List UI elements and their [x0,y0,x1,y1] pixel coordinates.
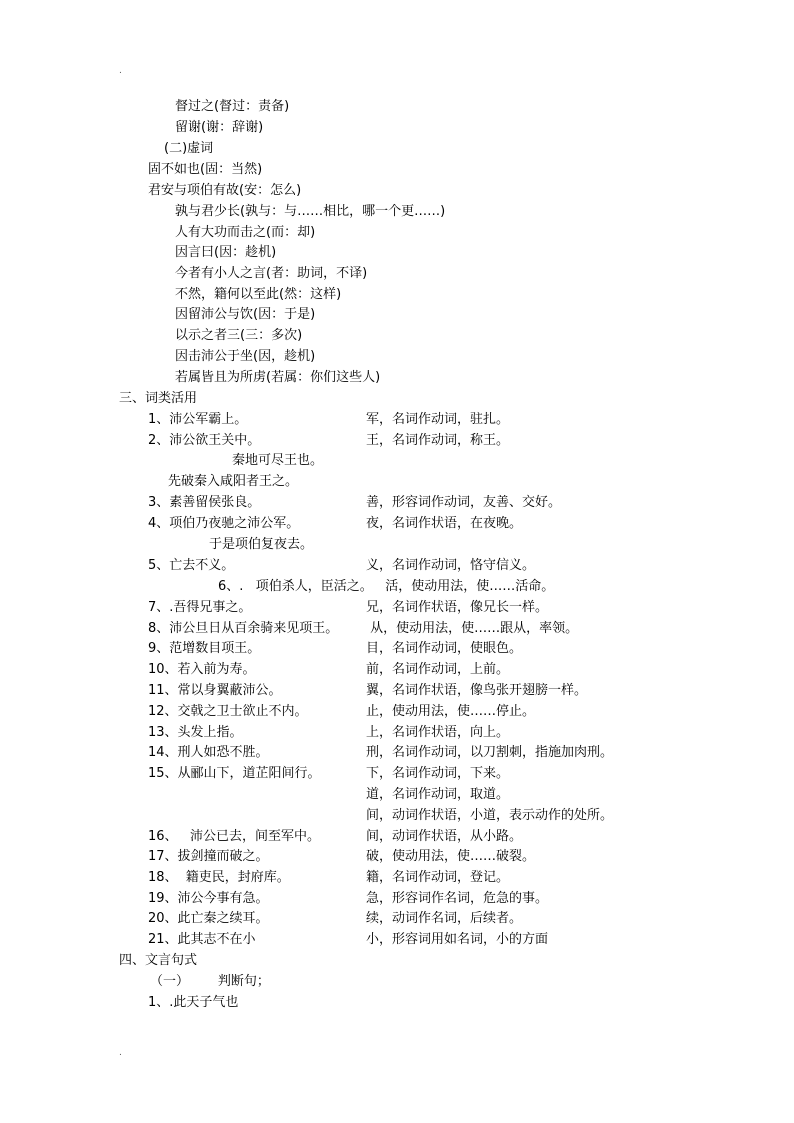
line-text: 孰与君少长(孰与：与……相比，哪一个更……) [175,204,446,219]
text-line [148,412,247,428]
text-line [218,579,554,595]
text-line-note [366,849,535,865]
line-text: 13、头发上指。 [148,725,243,740]
line-note: 前，名词作动词，上前。 [366,662,510,677]
text-line-note [366,766,509,782]
line-text: 7、.吾得兄事之。 [148,600,252,615]
text-line [168,474,298,490]
text-line-note [366,683,587,699]
line-note: 上，名词作状语，向上。 [366,725,510,740]
line-note: 下，名词作动词，下来。 [366,766,510,781]
text-line [175,370,380,386]
text-line [175,328,302,344]
line-note: 翼，名词作状语，像鸟张开翅膀一样。 [366,683,588,698]
line-text: 1、沛公军霸上。 [148,412,248,427]
text-line [148,891,269,907]
text-line-note [366,870,509,886]
text-line [148,725,243,741]
line-text: 三、词类活用 [119,391,198,406]
line-text: 于是项伯复夜去。 [209,537,314,552]
line-text: 以示之者三(三：多次) [175,328,303,343]
text-line-note [366,412,509,428]
line-note: 道，名词作动词，取道。 [366,787,510,802]
text-line [175,204,445,220]
text-line [148,849,269,865]
line-text: 3、素善留侯张良。 [148,495,261,510]
text-line [148,745,269,761]
line-text: 19、沛公今事有急。 [148,891,269,906]
text-line [148,495,260,511]
text-line-note [366,911,522,927]
line-text: 若属皆且为所虏(若属：你们这些人) [175,370,381,385]
text-line [175,349,315,365]
text-line-note [366,516,522,532]
text-line-note [366,932,548,948]
line-text: 固不如也(固：当然) [148,162,263,177]
line-text: 四、文言句式 [119,953,198,968]
text-line [148,621,338,637]
line-text: 18、 籍吏民，封府库。 [148,870,290,885]
text-line [148,162,262,178]
line-note: 破，使动用法，使……破裂。 [366,849,536,864]
text-line [148,183,301,199]
section-heading [119,953,197,969]
line-text: 2、沛公欲王关中。 [148,433,261,448]
text-line [148,683,282,699]
line-text: 先破秦入咸阳者王之。 [168,474,299,489]
text-line [148,911,269,927]
line-note: 从，使动用法，使……跟从，率领。 [366,621,579,636]
text-line [148,829,320,845]
line-text: 8、沛公旦日从百余骑来见项王。 [148,621,339,636]
line-text: 督过之(督过：责备) [175,99,290,114]
line-text: 君安与项伯有故(安：怎么) [148,183,302,198]
line-text: 16、 沛公已去，间至军中。 [148,829,320,844]
text-line [148,516,299,532]
text-line-note [366,808,613,824]
text-line-note [366,621,578,637]
line-note: 兄，名词作状语，像兄长一样。 [366,600,549,615]
line-note: 续，动词作名词，后续者。 [366,911,523,926]
line-text: (二)虚词 [164,141,214,156]
text-line [148,704,308,720]
line-text: 留谢(谢：辞谢) [175,120,264,135]
line-text: 因击沛公于坐(因，趁机) [175,349,316,364]
line-note: 义，名词作动词，恪守信义。 [366,558,536,573]
line-text: 21、此其志不在小 [148,932,256,947]
line-note: 夜，名词作状语，在夜晚。 [366,516,523,531]
line-note: 王，名词作动词，称王。 [366,433,510,448]
line-text: 秦地可尽王也。 [232,453,324,468]
bottom-dot-mark: . [119,1048,122,1058]
section-heading [164,141,213,157]
line-note: 籍，名词作动词，登记。 [366,870,510,885]
line-note: 间，动词作状语，从小路。 [366,829,523,844]
line-text: 不然，籍何以至此(然：这样) [175,287,342,302]
text-line [175,266,367,282]
line-text: 15、从郦山下，道芷阳间行。 [148,766,321,781]
text-line [150,974,270,990]
line-text: 17、拔剑撞而破之。 [148,849,269,864]
line-note: 间，动词作状语，小道，表示动作的处所。 [366,808,614,823]
line-text: 10、若入前为寿。 [148,662,256,677]
text-line-note [366,433,509,449]
line-note: 善，形容词作动词，友善、交好。 [366,495,562,510]
text-line [209,537,313,553]
text-line [148,641,260,657]
text-line [175,120,263,136]
text-line [175,245,276,261]
line-note: 军，名词作动词，驻扎。 [366,412,510,427]
section-heading [119,391,197,407]
line-text: 5、亡去不义。 [148,558,235,573]
text-line [175,99,289,115]
line-text: 12、交戟之卫士欲止不内。 [148,704,308,719]
text-line [148,433,260,449]
line-text: （一） 判断句； [150,974,270,989]
text-line-note [366,704,535,720]
text-line-note [366,600,548,616]
text-line [148,870,290,886]
text-line [175,307,315,323]
line-note: 小，形容词用如名词，小的方面 [366,932,549,947]
text-line-note [366,787,509,803]
line-text: 6、. 项伯杀人，臣活之。 活，使动用法，使……活命。 [218,579,555,594]
line-text: 20、此亡秦之续耳。 [148,911,269,926]
text-line [148,600,251,616]
line-note: 刑，名词作动词，以刀割刺，指施加肉刑。 [366,745,614,760]
text-line-note [366,891,548,907]
line-text: 人有大功而击之(而：却) [175,225,316,240]
text-line [148,932,256,948]
line-note: 急，形容词作名词，危急的事。 [366,891,549,906]
text-line-note [366,558,535,574]
text-line [232,453,323,469]
text-line-note [366,725,509,741]
text-line [175,225,315,241]
line-text: 因言曰(因：趁机) [175,245,277,260]
line-text: 14、刑人如恐不胜。 [148,745,269,760]
text-line [148,662,256,678]
text-line-note [366,745,613,761]
top-dot-mark: . [119,66,122,76]
text-line [148,766,321,782]
line-text: 今者有小人之言(者：助词，不译) [175,266,368,281]
text-line-note [366,662,509,678]
line-text: 9、范增数目项王。 [148,641,261,656]
text-line-note [366,495,561,511]
line-text: 4、项伯乃夜驰之沛公军。 [148,516,300,531]
line-text: 因留沛公与饮(因：于是) [175,307,316,322]
text-line-note [366,641,522,657]
text-line [148,995,238,1011]
text-line [148,558,234,574]
line-note: 止，使动用法，使……停止。 [366,704,536,719]
line-text: 11、常以身翼蔽沛公。 [148,683,282,698]
line-text: 1、.此天子气也 [148,995,239,1010]
text-line [175,287,341,303]
text-line-note [366,829,522,845]
line-note: 目，名词作动词，使眼色。 [366,641,523,656]
